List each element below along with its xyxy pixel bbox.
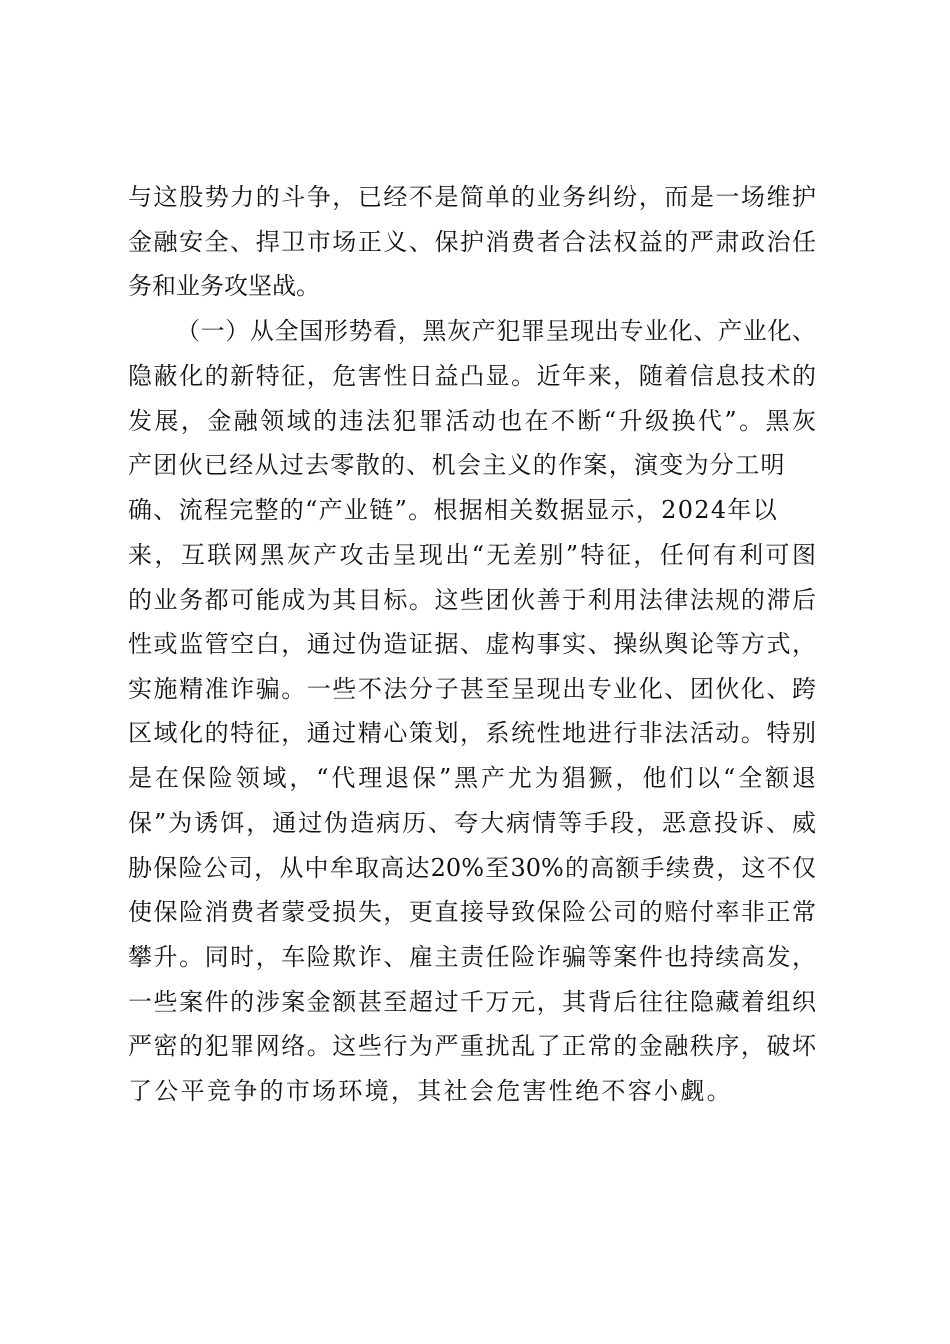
text-line: 的业务都可能成为其目标。这些团伙善于利用法律法规的滞后: [128, 586, 816, 614]
text-line: 实施精准诈骗。一些不法分子甚至呈现出专业化、团伙化、跨: [128, 675, 816, 703]
text-line: 使保险消费者蒙受损失，更直接导致保险公司的赔付率非正常: [128, 898, 816, 926]
text-line: 攀升。同时，车险欺诈、雇主责任险诈骗等案件也持续高发，: [128, 943, 816, 971]
text-line: 严密的犯罪网络。这些行为严重扰乱了正常的金融秩序，破坏: [128, 1032, 816, 1060]
text-line: 区域化的特征，通过精心策划，系统性地进行非法活动。特别: [128, 719, 816, 747]
text-line: 隐蔽化的新特征，危害性日益凸显。近年来，随着信息技术的: [128, 362, 816, 390]
section-heading-line: （一）从全国形势看，黑灰产犯罪呈现出专业化、产业化、: [176, 317, 816, 345]
text-line: 发展，金融领域的违法犯罪活动也在不断“升级换代”。黑灰: [128, 407, 816, 435]
text-line: 了公平竞争的市场环境，其社会危害性绝不容小觑。: [128, 1077, 733, 1105]
text-line: 胁保险公司，从中牟取高达20%至30%的高额手续费，这不仅: [128, 854, 816, 882]
text-line: 保”为诱饵，通过伪造病历、夸大病情等手段，恶意投诉、威: [128, 809, 816, 837]
text-line: 是在保险领域，“代理退保”黑产尤为猖獗，他们以“全额退: [128, 764, 816, 792]
text-line: 性或监管空白，通过伪造证据、虚构事实、操纵舆论等方式，: [128, 630, 816, 658]
text-line: 务和业务攻坚战。: [128, 272, 320, 300]
text-line: 确、流程完整的“产业链”。根据相关数据显示，2024年以: [128, 496, 779, 524]
text-line: 与这股势力的斗争，已经不是简单的业务纠纷，而是一场维护: [128, 183, 816, 211]
text-line: 金融安全、捍卫市场正义、保护消费者合法权益的严肃政治任: [128, 228, 816, 256]
text-line: 产团伙已经从过去零散的、机会主义的作案，演变为分工明: [128, 451, 786, 479]
text-line: 一些案件的涉案金额甚至超过千万元，其背后往往隐藏着组织: [128, 988, 816, 1016]
text-line: 来，互联网黑灰产攻击呈现出“无差别”特征，任何有利可图: [128, 541, 816, 569]
